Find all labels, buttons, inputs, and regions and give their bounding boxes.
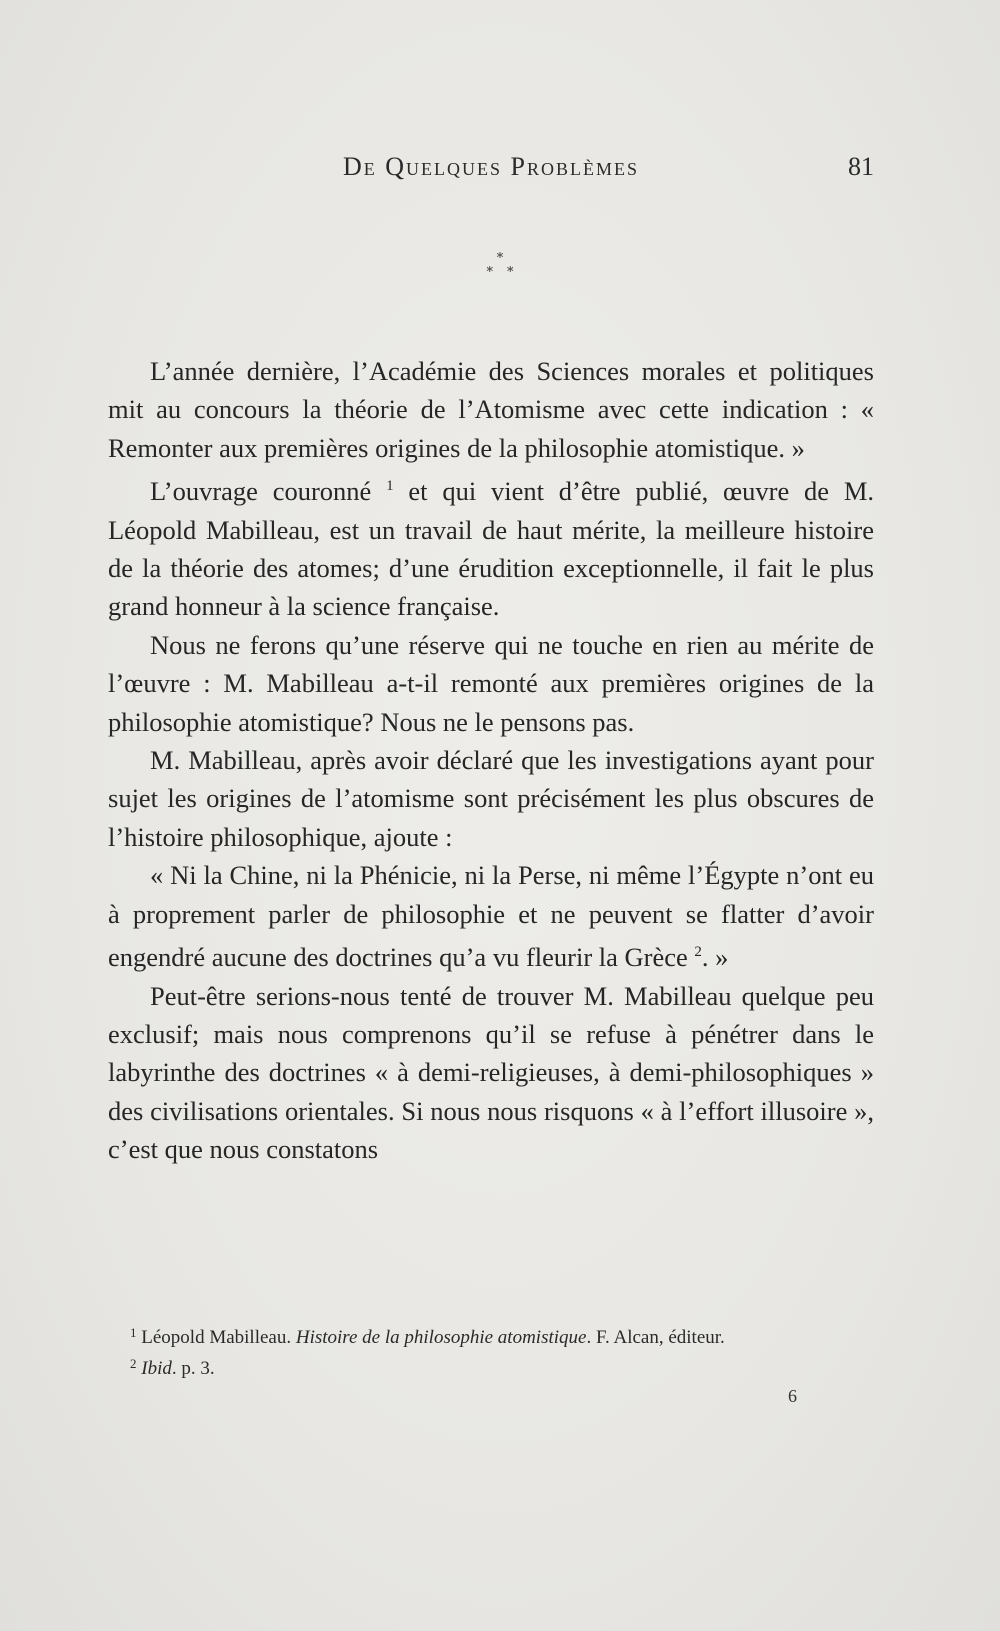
paragraph-5 (108, 856, 874, 976)
footnote-2-mark: 2 (130, 1356, 137, 1371)
footnote-1-mark: 1 (130, 1325, 137, 1340)
signature-mark: 6 (788, 1386, 797, 1406)
footnote-2 (108, 1351, 874, 1382)
footnote-1 (108, 1320, 874, 1351)
paragraph-5-start: « Ni la Chine, ni la Phénicie, ni la Perse, ni même l’Égypte n’ont eu à proprement parler de philosophie et ne peuvent se flatter d’avoir engendré aucune des doctrines qu’a vu fleurir la Grèce (108, 860, 874, 973)
running-title: De Quelques Problèmes (342, 152, 639, 181)
paragraph-2-end: et qui vient d’être publié, œuvre de M. Léopold Mabilleau, est un travail de haut mérite, la meilleure histoire de la théorie des atomes; d’une érudition exceptionnelle, il fait le plus grand honneur à la science française. (108, 476, 875, 622)
paragraph-5-end: . » (701, 942, 729, 973)
section-asterism (0, 252, 1000, 280)
footnote-2-rest: . p. 3. (171, 1358, 215, 1379)
paragraph-3: Nous ne ferons qu’une réserve qui ne touche en rien au mérite de l’œuvre : M. Mabilleau a-t-il remonté aux premières origines de la philosophie atomistique? Nous ne le pensons pas. (108, 629, 874, 737)
footnote-call-2: 2 (694, 944, 702, 961)
footnote-2-title: Ibid (141, 1358, 172, 1379)
paragraph-6: Peut-être serions-nous tenté de trouver M. Mabilleau quelque peu exclusif; mais nous comprenons qu’il se refuse à pénétrer dans le labyrinthe des doctrines « à demi-religieuses, à demi-philosophiques » des civilisations orientales. Si nous nous risquons « à l’effort illusoire », c’est que nous constatons (108, 980, 874, 1165)
footnote-1-title: Histoire de la philosophie atomistique (295, 1327, 587, 1348)
body-text (108, 352, 874, 1169)
footnote-1-rest: . F. Alcan, éditeur. (586, 1327, 725, 1348)
page-header (108, 152, 874, 188)
footnote-call-1: 1 (386, 478, 394, 495)
asterism-top: * (496, 251, 504, 266)
footnotes (108, 1320, 874, 1382)
paragraph-2 (108, 467, 874, 626)
paragraph-2-start: L’ouvrage couronné (150, 476, 372, 507)
footnote-1-author: Léopold Mabilleau. (136, 1327, 296, 1348)
paragraph-4: M. Mabilleau, après avoir déclaré que les investigations ayant pour sujet les origines de l’atomisme sont précisément les plus obscures de l’histoire philosophique, ajoute : (108, 745, 874, 852)
page-number: 81 (848, 152, 874, 181)
paragraph-1: L’année dernière, l’Académie des Sciences morales et politiques mit au concours la théorie de l’Atomisme avec cette indication : « Remonter aux premières origines de la philosophie atomistique. » (108, 356, 874, 463)
asterism-bottom: ** (486, 265, 528, 280)
